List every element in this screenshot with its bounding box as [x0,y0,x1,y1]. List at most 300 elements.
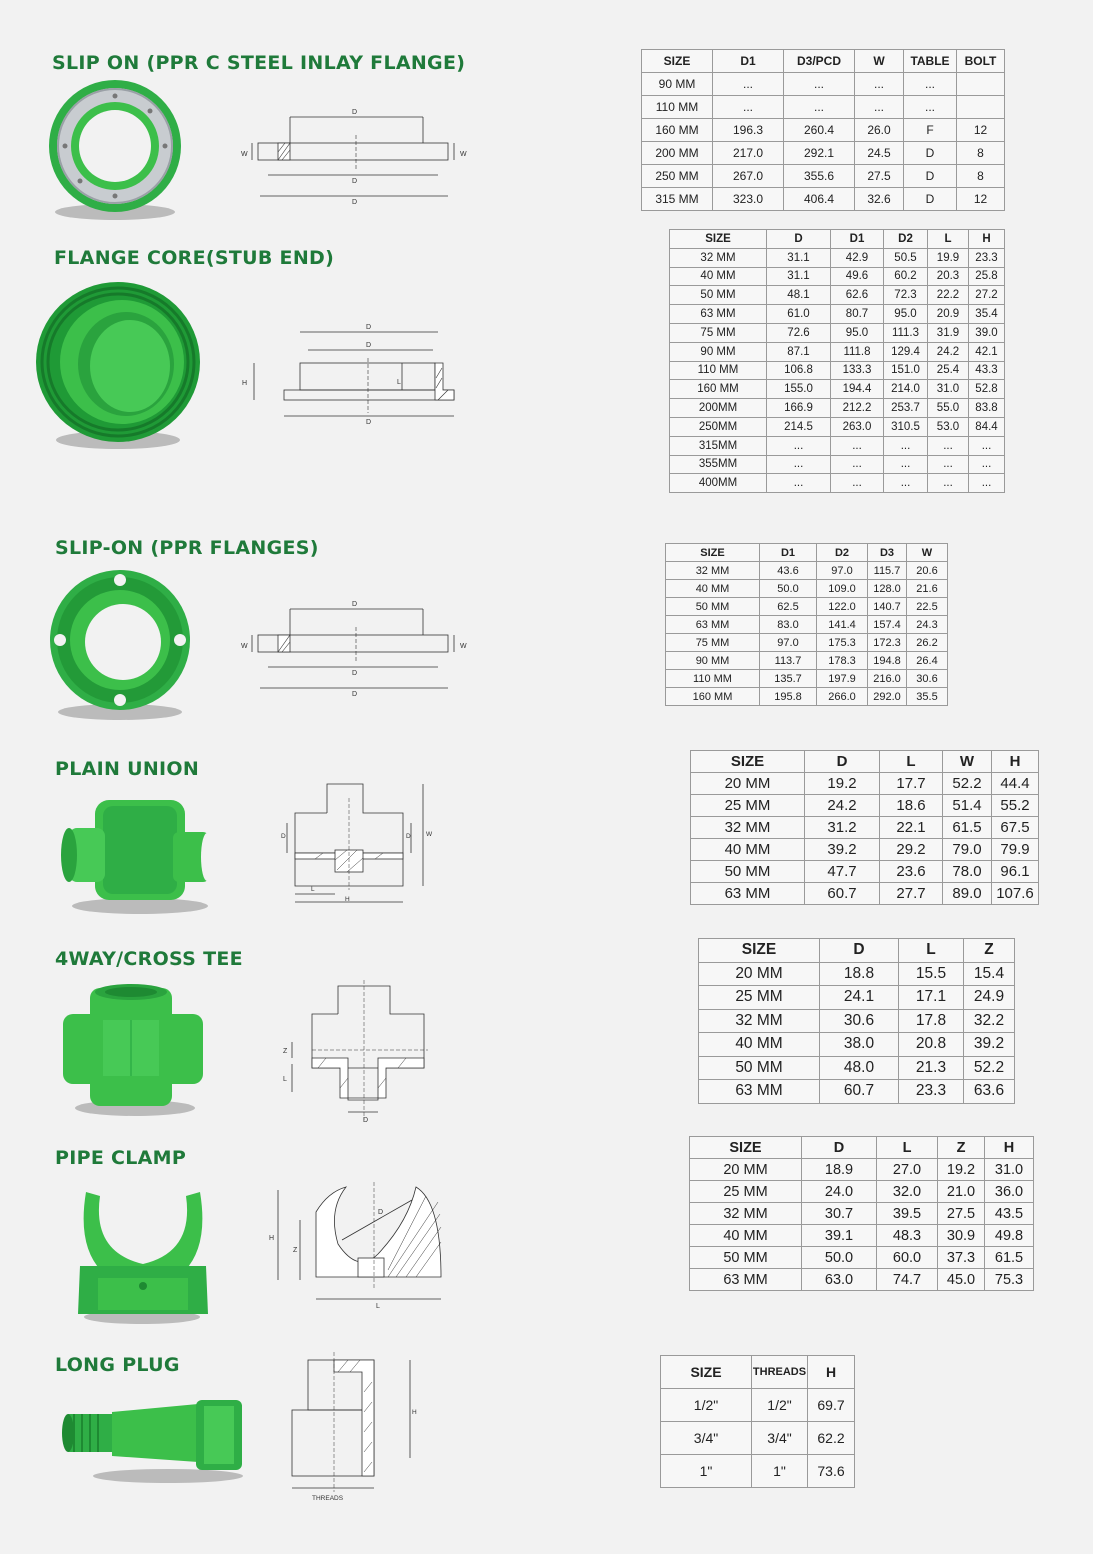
d1-label: D [352,601,358,608]
value-cell: ... [969,436,1005,455]
value-cell: 44.4 [992,773,1039,795]
value-cell: 35.5 [907,688,948,706]
table-row [670,248,1005,267]
value-cell: 23.3 [899,1080,964,1104]
long-plug-drawing [286,1352,426,1504]
size-cell: 160 MM [642,119,713,142]
value-cell: 128.0 [868,580,907,598]
value-cell: 19.9 [928,248,969,267]
table-row [691,795,1039,817]
value-cell: ... [831,455,884,474]
value-cell: ... [884,455,928,474]
size-cell: 110 MM [666,670,760,688]
value-cell: 31.9 [928,323,969,342]
w-left-label: W [241,643,248,650]
value-cell: 43.5 [985,1203,1034,1225]
value-cell: 19.2 [938,1159,985,1181]
h-label: H [345,896,350,903]
value-cell: 95.0 [831,323,884,342]
section-title-slip-on-steel-inlay: SLIP ON (PPR C STEEL INLAY FLANGE) [52,52,466,74]
value-cell: 48.3 [877,1225,938,1247]
w-right-label: W [460,643,467,650]
table-row [690,1247,1034,1269]
size-cell: 32 MM [699,1009,820,1033]
value-cell: 49.6 [831,267,884,286]
value-cell: 24.5 [855,142,904,165]
value-cell: 27.7 [880,883,943,905]
table-header-row [642,50,1005,73]
h-label: H [269,1235,275,1242]
size-cell: 20 MM [699,962,820,986]
value-cell: 79.0 [943,839,992,861]
d-label: D [363,1117,369,1124]
d3-label: D [352,199,358,206]
value-cell: 24.2 [928,342,969,361]
size-cell: 63 MM [666,616,760,634]
value-cell: 15.4 [964,962,1015,986]
l-label: L [397,379,401,386]
value-cell: 78.0 [943,861,992,883]
table-row [666,580,948,598]
size-cell: 160 MM [670,380,767,399]
value-cell: 22.1 [880,817,943,839]
size-cell: 32 MM [670,248,767,267]
value-cell: 39.2 [805,839,880,861]
value-cell: 63.0 [802,1269,877,1291]
section-title-long-plug: LONG PLUG [55,1354,180,1376]
value-cell: 61.5 [985,1247,1034,1269]
value-cell: 39.2 [964,1033,1015,1057]
col-header: L [928,230,969,249]
table-body [691,773,1039,905]
value-cell: 51.4 [943,795,992,817]
size-cell: 315MM [670,436,767,455]
value-cell: 106.8 [767,361,831,380]
value-cell: 26.0 [855,119,904,142]
value-cell: 111.3 [884,323,928,342]
size-cell: 50 MM [699,1056,820,1080]
col-header: H [985,1137,1034,1159]
value-cell: 67.5 [992,817,1039,839]
col-header: D [802,1137,877,1159]
col-header: Z [964,939,1015,963]
size-cell: 160 MM [666,688,760,706]
value-cell: 87.1 [767,342,831,361]
value-cell: 52.2 [964,1056,1015,1080]
value-cell: 60.0 [877,1247,938,1269]
table-header-row [691,751,1039,773]
steel-inlay-flange-drawing [238,100,478,210]
cross-tee-drawing [278,980,448,1128]
size-cell: 110 MM [642,96,713,119]
table-row [666,634,948,652]
value-cell: 155.0 [767,380,831,399]
steel-inlay-flange-spec-table [641,49,1005,211]
table-row [666,670,948,688]
table-header-row [670,230,1005,249]
table-row [670,436,1005,455]
value-cell: 1" [752,1455,808,1488]
value-cell: 73.6 [808,1455,855,1488]
value-cell: 17.1 [899,986,964,1010]
value-cell: 12 [957,188,1005,211]
table-row [670,267,1005,286]
value-cell: 50.0 [802,1247,877,1269]
value-cell: 17.8 [899,1009,964,1033]
value-cell: 31.1 [767,267,831,286]
table-row [691,883,1039,905]
value-cell: 323.0 [713,188,784,211]
col-header: D3/PCD [784,50,855,73]
col-header: L [877,1137,938,1159]
threads-label: THREADS [312,1495,344,1502]
col-header: D1 [760,544,817,562]
value-cell: 133.3 [831,361,884,380]
table-row [670,380,1005,399]
value-cell: 107.6 [992,883,1039,905]
value-cell: 166.9 [767,399,831,418]
table-row [670,323,1005,342]
table-row [670,286,1005,305]
size-cell: 50 MM [670,286,767,305]
table-row [691,839,1039,861]
value-cell: 194.4 [831,380,884,399]
table-row [670,399,1005,418]
d1-label: D [352,109,358,116]
value-cell: 20.6 [907,562,948,580]
value-cell: 1/2" [752,1389,808,1422]
value-cell: 95.0 [884,305,928,324]
value-cell: 260.4 [784,119,855,142]
value-cell: 18.6 [880,795,943,817]
size-cell: 355MM [670,455,767,474]
value-cell: 15.5 [899,962,964,986]
table-row [690,1159,1034,1181]
value-cell: 62.6 [831,286,884,305]
value-cell: 60.2 [884,267,928,286]
value-cell: 63.6 [964,1080,1015,1104]
size-cell: 20 MM [691,773,805,795]
value-cell: 39.1 [802,1225,877,1247]
table-row [642,142,1005,165]
value-cell: ... [767,436,831,455]
table-header-row [666,544,948,562]
value-cell: 214.5 [767,417,831,436]
size-cell: 32 MM [691,817,805,839]
value-cell: 52.8 [969,380,1005,399]
value-cell: 109.0 [817,580,868,598]
value-cell: D [904,165,957,188]
size-cell: 40 MM [690,1225,802,1247]
value-cell: D [904,188,957,211]
value-cell: 18.8 [820,962,899,986]
value-cell: 172.3 [868,634,907,652]
value-cell: 55.0 [928,399,969,418]
table-row [666,616,948,634]
w-right-label: W [460,151,467,158]
value-cell: 135.7 [760,670,817,688]
size-cell: 63 MM [690,1269,802,1291]
d2-label: D [352,670,358,677]
table-row [699,986,1015,1010]
value-cell: ... [928,455,969,474]
table-row [690,1269,1034,1291]
value-cell: 263.0 [831,417,884,436]
value-cell: 23.6 [880,861,943,883]
value-cell: 21.0 [938,1181,985,1203]
value-cell: ... [969,455,1005,474]
value-cell: 24.2 [805,795,880,817]
value-cell: 30.9 [938,1225,985,1247]
d1-label: D [366,324,372,331]
value-cell: 31.0 [928,380,969,399]
value-cell: 27.0 [877,1159,938,1181]
value-cell: 30.6 [820,1009,899,1033]
value-cell: 84.4 [969,417,1005,436]
value-cell: ... [884,436,928,455]
table-row [691,861,1039,883]
size-cell: 90 MM [666,652,760,670]
value-cell: 72.3 [884,286,928,305]
value-cell: 24.0 [802,1181,877,1203]
table-row [642,188,1005,211]
value-cell: 195.8 [760,688,817,706]
col-header: THREADS [752,1356,808,1389]
size-cell: 40 MM [666,580,760,598]
section-title-ppr-flanges: SLIP-ON (PPR FLANGES) [55,537,319,559]
col-header: SIZE [661,1356,752,1389]
table-body [690,1159,1034,1291]
value-cell: 61.0 [767,305,831,324]
size-cell: 40 MM [670,267,767,286]
value-cell: 31.2 [805,817,880,839]
value-cell: 175.3 [817,634,868,652]
value-cell: ... [713,96,784,119]
size-cell: 32 MM [690,1203,802,1225]
value-cell: 21.6 [907,580,948,598]
value-cell: 178.3 [817,652,868,670]
col-header: H [808,1356,855,1389]
value-cell: 141.4 [817,616,868,634]
col-header: D1 [831,230,884,249]
value-cell: 27.5 [855,165,904,188]
value-cell: ... [784,96,855,119]
size-cell: 250 MM [642,165,713,188]
col-header: TABLE [904,50,957,73]
col-header: D2 [884,230,928,249]
value-cell: 26.4 [907,652,948,670]
value-cell: 96.1 [992,861,1039,883]
size-cell: 90 MM [670,342,767,361]
value-cell: 27.2 [969,286,1005,305]
cross-tee-photo [55,980,215,1120]
table-row [691,817,1039,839]
table-row [670,361,1005,380]
value-cell: 212.2 [831,399,884,418]
value-cell: 20.9 [928,305,969,324]
value-cell: 38.0 [820,1033,899,1057]
size-cell: 20 MM [690,1159,802,1181]
size-cell: 200MM [670,399,767,418]
d-left-label: D [281,833,286,840]
value-cell: 113.7 [760,652,817,670]
value-cell: 29.2 [880,839,943,861]
col-header: H [992,751,1039,773]
size-cell: 400MM [670,474,767,493]
value-cell: 43.6 [760,562,817,580]
value-cell: 111.8 [831,342,884,361]
value-cell: 31.1 [767,248,831,267]
table-body [699,962,1015,1103]
value-cell: 122.0 [817,598,868,616]
value-cell: 97.0 [760,634,817,652]
value-cell: 75.3 [985,1269,1034,1291]
col-header: L [880,751,943,773]
l-label: L [283,1076,287,1083]
value-cell: 8 [957,142,1005,165]
value-cell: ... [855,96,904,119]
value-cell: 39.5 [877,1203,938,1225]
value-cell: 39.0 [969,323,1005,342]
value-cell: 31.0 [985,1159,1034,1181]
table-body [670,248,1005,492]
table-row [666,562,948,580]
value-cell [957,73,1005,96]
size-cell: 3/4" [661,1422,752,1455]
col-header: Z [938,1137,985,1159]
ppr-flange-drawing [238,592,478,702]
value-cell: F [904,119,957,142]
value-cell: 35.4 [969,305,1005,324]
value-cell: 32.2 [964,1009,1015,1033]
size-cell: 25 MM [690,1181,802,1203]
section-title-flange-core: FLANGE CORE(STUB END) [54,247,335,269]
value-cell: 22.2 [928,286,969,305]
value-cell: 62.5 [760,598,817,616]
table-row [642,96,1005,119]
value-cell: ... [904,96,957,119]
size-cell: 50 MM [690,1247,802,1269]
value-cell: 115.7 [868,562,907,580]
table-row [699,1009,1015,1033]
value-cell: 74.7 [877,1269,938,1291]
col-header: D [767,230,831,249]
value-cell: 25.4 [928,361,969,380]
value-cell: ... [904,73,957,96]
l-label: L [311,886,315,893]
col-header: D1 [713,50,784,73]
table-body [661,1389,855,1488]
table-row [699,962,1015,986]
table-row [670,455,1005,474]
d2-label: D [352,178,358,185]
value-cell: 50.0 [760,580,817,598]
z-label: Z [283,1048,288,1055]
value-cell: 267.0 [713,165,784,188]
value-cell: 17.7 [880,773,943,795]
plain-union-drawing [275,778,445,906]
size-cell: 315 MM [642,188,713,211]
value-cell: 20.3 [928,267,969,286]
value-cell: 197.9 [817,670,868,688]
table-header-row [661,1356,855,1389]
size-cell: 250MM [670,417,767,436]
value-cell: 45.0 [938,1269,985,1291]
size-cell: 50 MM [691,861,805,883]
value-cell: 37.3 [938,1247,985,1269]
value-cell: 20.8 [899,1033,964,1057]
col-header: SIZE [670,230,767,249]
value-cell: 30.6 [907,670,948,688]
value-cell: 69.7 [808,1389,855,1422]
col-header: BOLT [957,50,1005,73]
table-row [670,474,1005,493]
value-cell: 61.5 [943,817,992,839]
value-cell: ... [713,73,784,96]
table-row [690,1203,1034,1225]
value-cell: 42.9 [831,248,884,267]
value-cell: 32.6 [855,188,904,211]
value-cell: 292.1 [784,142,855,165]
h-label: H [412,1409,417,1416]
flange-core-drawing [238,318,478,428]
value-cell: 43.3 [969,361,1005,380]
col-header: SIZE [691,751,805,773]
pipe-clamp-drawing [266,1182,446,1312]
col-header: H [969,230,1005,249]
value-cell: 53.0 [928,417,969,436]
value-cell: 30.7 [802,1203,877,1225]
value-cell: 25.8 [969,267,1005,286]
size-cell: 200 MM [642,142,713,165]
value-cell: ... [884,474,928,493]
value-cell: 3/4" [752,1422,808,1455]
col-header: SIZE [690,1137,802,1159]
value-cell: 18.9 [802,1159,877,1181]
value-cell: 26.2 [907,634,948,652]
table-row [661,1455,855,1488]
size-cell: 50 MM [666,598,760,616]
value-cell: ... [831,436,884,455]
value-cell: 83.8 [969,399,1005,418]
value-cell: 24.1 [820,986,899,1010]
section-title-pipe-clamp: PIPE CLAMP [55,1147,187,1169]
value-cell: 216.0 [868,670,907,688]
col-header: D [805,751,880,773]
value-cell: 52.2 [943,773,992,795]
value-cell: 48.0 [820,1056,899,1080]
w-label: W [426,831,433,838]
steel-inlay-flange-photo [30,78,200,226]
cross-tee-spec-table [698,938,1015,1104]
value-cell: 292.0 [868,688,907,706]
value-cell: 21.3 [899,1056,964,1080]
value-cell: 266.0 [817,688,868,706]
size-cell: 1" [661,1455,752,1488]
table-row [666,652,948,670]
l-label: L [376,1303,380,1310]
value-cell: 89.0 [943,883,992,905]
size-cell: 75 MM [666,634,760,652]
value-cell: 42.1 [969,342,1005,361]
plain-union-spec-table [690,750,1039,905]
long-plug-spec-table [660,1355,855,1488]
value-cell: ... [928,436,969,455]
value-cell: 151.0 [884,361,928,380]
table-row [670,305,1005,324]
table-row [699,1080,1015,1104]
value-cell: 129.4 [884,342,928,361]
